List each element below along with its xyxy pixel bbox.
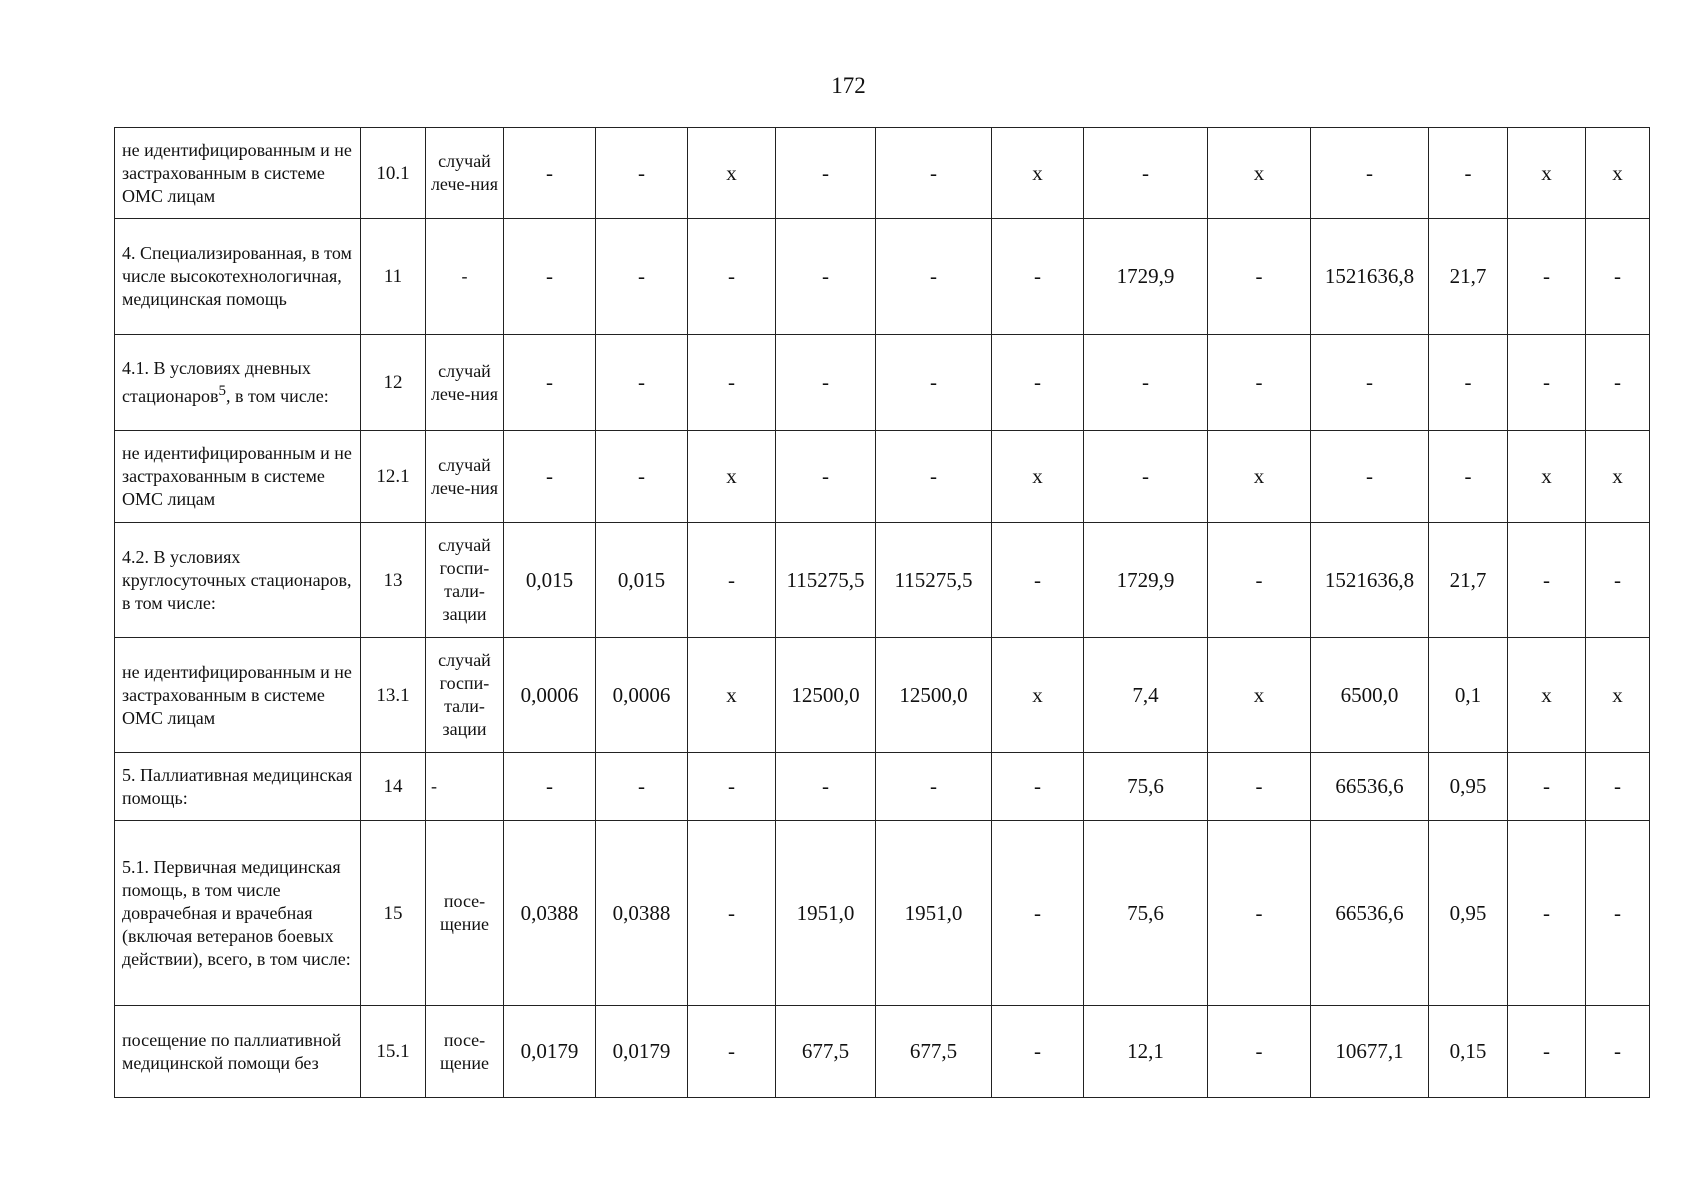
value-cell: -: [776, 128, 876, 219]
value-cell: -: [1311, 128, 1429, 219]
table-row: [115, 431, 1650, 523]
value-cell: 0,1: [1429, 638, 1508, 753]
value-cell: 1951,0: [876, 821, 992, 1006]
value-cell: -: [596, 219, 688, 335]
value-cell: 1951,0: [776, 821, 876, 1006]
row-name: посещение по паллиативной медицинской помощи без: [115, 1006, 361, 1098]
unit-cell: случай лече-ния: [426, 128, 504, 219]
value-cell: 0,0006: [504, 638, 596, 753]
value-cell: -: [876, 219, 992, 335]
value-cell: x: [688, 431, 776, 523]
value-cell: 12500,0: [776, 638, 876, 753]
value-cell: -: [504, 128, 596, 219]
value-cell: x: [1508, 638, 1586, 753]
value-cell: -: [1311, 431, 1429, 523]
value-cell: 0,0179: [596, 1006, 688, 1098]
value-cell: x: [1208, 638, 1311, 753]
value-cell: x: [688, 128, 776, 219]
value-cell: -: [504, 431, 596, 523]
value-cell: -: [776, 335, 876, 431]
row-name-tail: , в том числе:: [225, 386, 329, 406]
value-cell: 12,1: [1084, 1006, 1208, 1098]
value-cell: -: [1208, 335, 1311, 431]
value-cell: 115275,5: [876, 523, 992, 638]
value-cell: -: [504, 753, 596, 821]
row-name: 4.2. В условиях круглосуточных стационаров, в том числе:: [115, 523, 361, 638]
value-cell: 7,4: [1084, 638, 1208, 753]
value-cell: 21,7: [1429, 523, 1508, 638]
value-cell: 1729,9: [1084, 523, 1208, 638]
value-cell: -: [1508, 1006, 1586, 1098]
value-cell: -: [992, 821, 1084, 1006]
value-cell: 1521636,8: [1311, 219, 1429, 335]
value-cell: -: [688, 753, 776, 821]
value-cell: -: [1208, 523, 1311, 638]
value-cell: 677,5: [776, 1006, 876, 1098]
value-cell: -: [876, 128, 992, 219]
unit-cell: посе-щение: [426, 821, 504, 1006]
value-cell: -: [876, 335, 992, 431]
value-cell: -: [688, 821, 776, 1006]
value-cell: -: [596, 335, 688, 431]
value-cell: -: [1508, 335, 1586, 431]
value-cell: 10677,1: [1311, 1006, 1429, 1098]
value-cell: -: [1586, 821, 1650, 1006]
value-cell: -: [504, 335, 596, 431]
row-number: 13: [361, 523, 426, 638]
value-cell: -: [776, 753, 876, 821]
value-cell: 677,5: [876, 1006, 992, 1098]
value-cell: 1729,9: [1084, 219, 1208, 335]
row-name: [115, 335, 361, 431]
value-cell: 0,0388: [596, 821, 688, 1006]
row-number: 12.1: [361, 431, 426, 523]
value-cell: -: [1429, 128, 1508, 219]
value-cell: -: [1311, 335, 1429, 431]
value-cell: -: [1508, 753, 1586, 821]
row-number: 11: [361, 219, 426, 335]
value-cell: -: [876, 753, 992, 821]
value-cell: -: [1084, 431, 1208, 523]
value-cell: 0,95: [1429, 753, 1508, 821]
value-cell: -: [1429, 431, 1508, 523]
value-cell: -: [1586, 1006, 1650, 1098]
value-cell: x: [992, 431, 1084, 523]
value-cell: 75,6: [1084, 753, 1208, 821]
value-cell: -: [1586, 753, 1650, 821]
row-number: 15: [361, 821, 426, 1006]
value-cell: 21,7: [1429, 219, 1508, 335]
row-name: не идентифицированным и не застрахованным в системе ОМС лицам: [115, 128, 361, 219]
value-cell: -: [1084, 128, 1208, 219]
value-cell: 1521636,8: [1311, 523, 1429, 638]
value-cell: x: [1586, 128, 1650, 219]
value-cell: -: [776, 219, 876, 335]
data-table: [114, 127, 1650, 1098]
value-cell: -: [596, 431, 688, 523]
value-cell: 12500,0: [876, 638, 992, 753]
value-cell: 6500,0: [1311, 638, 1429, 753]
row-number: 15.1: [361, 1006, 426, 1098]
page-number: 172: [831, 73, 866, 98]
unit-cell: случай госпи-тали-зации: [426, 638, 504, 753]
value-cell: -: [1208, 1006, 1311, 1098]
value-cell: x: [1208, 128, 1311, 219]
row-name: 5. Паллиативная медицинская помощь:: [115, 753, 361, 821]
row-name: 4. Специализированная, в том числе высокотехнологичная, медицинская помощь: [115, 219, 361, 335]
value-cell: -: [596, 753, 688, 821]
value-cell: 115275,5: [776, 523, 876, 638]
row-name: 5.1. Первичная медицинская помощь, в том числе доврачебная и врачебная (включая ветеранов боевых действии), всего, в том числе:: [115, 821, 361, 1006]
value-cell: x: [1586, 431, 1650, 523]
table-row: [115, 128, 1650, 219]
unit-cell: -: [426, 219, 504, 335]
value-cell: x: [688, 638, 776, 753]
value-cell: 0,015: [504, 523, 596, 638]
value-cell: x: [992, 128, 1084, 219]
value-cell: 75,6: [1084, 821, 1208, 1006]
value-cell: -: [504, 219, 596, 335]
value-cell: -: [992, 523, 1084, 638]
table-row: [115, 753, 1650, 821]
unit-cell: случай лече-ния: [426, 431, 504, 523]
table-row: [115, 335, 1650, 431]
value-cell: 0,15: [1429, 1006, 1508, 1098]
value-cell: -: [992, 335, 1084, 431]
value-cell: -: [1586, 335, 1650, 431]
value-cell: -: [1508, 821, 1586, 1006]
row-name: не идентифицированным и не застрахованным в системе ОМС лицам: [115, 431, 361, 523]
row-number: 10.1: [361, 128, 426, 219]
table-row: [115, 219, 1650, 335]
value-cell: -: [1208, 219, 1311, 335]
value-cell: -: [992, 219, 1084, 335]
unit-cell: случай госпи-тали-зации: [426, 523, 504, 638]
value-cell: x: [1508, 128, 1586, 219]
value-cell: -: [876, 431, 992, 523]
table-row: [115, 1006, 1650, 1098]
value-cell: -: [688, 1006, 776, 1098]
value-cell: 0,0388: [504, 821, 596, 1006]
value-cell: x: [992, 638, 1084, 753]
value-cell: 0,95: [1429, 821, 1508, 1006]
row-number: 13.1: [361, 638, 426, 753]
unit-cell: посе-щение: [426, 1006, 504, 1098]
value-cell: 66536,6: [1311, 753, 1429, 821]
value-cell: 0,0006: [596, 638, 688, 753]
value-cell: -: [1586, 219, 1650, 335]
value-cell: 0,015: [596, 523, 688, 638]
table-row: [115, 821, 1650, 1006]
value-cell: -: [992, 1006, 1084, 1098]
value-cell: -: [1208, 753, 1311, 821]
value-cell: -: [1208, 821, 1311, 1006]
unit-cell: случай лече-ния: [426, 335, 504, 431]
value-cell: -: [596, 128, 688, 219]
value-cell: -: [1084, 335, 1208, 431]
row-name: не идентифицированным и не застрахованным в системе ОМС лицам: [115, 638, 361, 753]
value-cell: -: [688, 523, 776, 638]
value-cell: -: [688, 335, 776, 431]
unit-cell: -: [426, 753, 504, 821]
value-cell: -: [688, 219, 776, 335]
value-cell: 0,0179: [504, 1006, 596, 1098]
value-cell: -: [1429, 335, 1508, 431]
value-cell: x: [1208, 431, 1311, 523]
value-cell: -: [1508, 523, 1586, 638]
row-number: 14: [361, 753, 426, 821]
value-cell: x: [1508, 431, 1586, 523]
row-number: 12: [361, 335, 426, 431]
row-name-text: 4.1. В условиях дневных стационаров: [122, 358, 311, 406]
value-cell: x: [1586, 638, 1650, 753]
value-cell: -: [1586, 523, 1650, 638]
value-cell: 66536,6: [1311, 821, 1429, 1006]
value-cell: -: [992, 753, 1084, 821]
footnote-marker: 5: [218, 383, 226, 399]
table-row: [115, 638, 1650, 753]
value-cell: -: [1508, 219, 1586, 335]
table-row: [115, 523, 1650, 638]
value-cell: -: [776, 431, 876, 523]
